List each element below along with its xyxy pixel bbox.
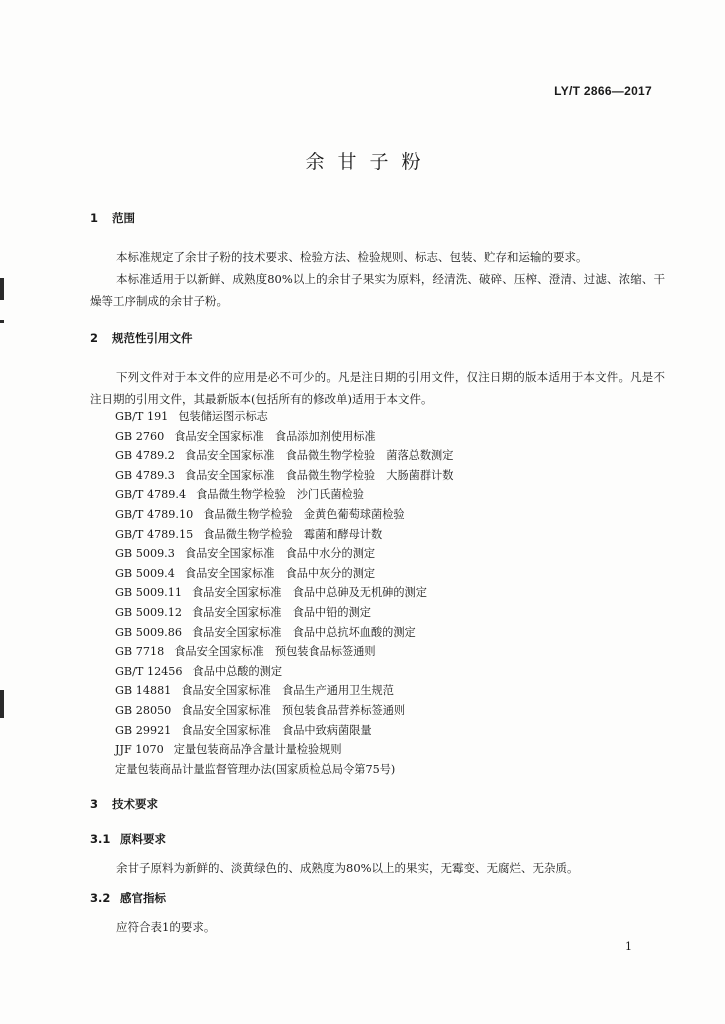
reference-item: GB 5009.12 食品安全国家标准 食品中铅的测定 bbox=[115, 605, 371, 619]
raw-material-text: 余甘子原料为新鲜的、淡黄绿色的、成熟度为80%以上的果实，无霉变、无腐烂、无杂质。 bbox=[116, 861, 579, 875]
reference-item: GB 28050 食品安全国家标准 预包装食品营养标签通则 bbox=[115, 703, 406, 717]
page-number: 1 bbox=[625, 940, 632, 953]
standard-code: LY/T 2866—2017 bbox=[554, 84, 652, 98]
reference-item: GB 4789.2 食品安全国家标准 食品微生物学检验 菌落总数测定 bbox=[115, 449, 454, 463]
sensory-text: 应符合表1的要求。 bbox=[116, 920, 216, 934]
reference-item: GB/T 4789.10 食品微生物学检验 金黄色葡萄球菌检验 bbox=[115, 507, 405, 521]
reference-item: GB/T 12456 食品中总酸的测定 bbox=[115, 664, 283, 678]
section-title: 技术要求 bbox=[112, 797, 159, 811]
reference-item: GB/T 4789.4 食品微生物学检验 沙门氏菌检验 bbox=[115, 488, 364, 502]
scan-edge-mark bbox=[0, 690, 4, 718]
reference-item: GB 14881 食品安全国家标准 食品生产通用卫生规范 bbox=[115, 684, 394, 698]
section-title: 原料要求 bbox=[120, 832, 167, 846]
references-intro: 下列文件对于本文件的应用是必不可少的。凡是注日期的引用文件，仅注日期的版本适用于本文件。凡是不注日期的引用文件，其最新版本(包括所有的修改单)适用于本文件。 bbox=[90, 370, 665, 406]
reference-item: GB/T 191 包装储运图示标志 bbox=[115, 410, 268, 423]
scope-paragraph-1: 本标准规定了余甘子粉的技术要求、检验方法、检验规则、标志、包装、贮存和运输的要求。 bbox=[116, 250, 588, 264]
reference-item: GB 29921 食品安全国家标准 食品中致病菌限量 bbox=[115, 723, 372, 737]
section-number: 3.2 bbox=[90, 891, 111, 905]
scan-edge-mark bbox=[0, 278, 4, 300]
section-title: 规范性引用文件 bbox=[112, 331, 193, 345]
reference-item: GB 5009.4 食品安全国家标准 食品中灰分的测定 bbox=[115, 566, 376, 580]
reference-item: GB 7718 食品安全国家标准 预包装食品标签通则 bbox=[115, 645, 376, 659]
section-3-2-heading bbox=[90, 890, 166, 906]
reference-item: GB/T 4789.15 食品微生物学检验 霉菌和酵母计数 bbox=[115, 527, 383, 541]
section-1-heading bbox=[90, 210, 135, 226]
reference-item: GB 2760 食品安全国家标准 食品添加剂使用标准 bbox=[115, 429, 376, 443]
section-2-heading bbox=[90, 330, 193, 346]
reference-item: JJF 1070 定量包装商品净含量计量检验规则 bbox=[115, 743, 342, 757]
document-title: 余甘子粉 bbox=[305, 151, 434, 173]
section-3-heading bbox=[90, 796, 158, 812]
section-3-1-heading bbox=[90, 831, 166, 847]
section-number: 2 bbox=[90, 331, 99, 345]
section-number: 3 bbox=[90, 797, 99, 811]
scan-edge-mark bbox=[0, 320, 4, 323]
section-number: 3.1 bbox=[90, 832, 111, 846]
reference-list bbox=[115, 407, 453, 779]
section-number: 1 bbox=[90, 211, 99, 225]
scope-paragraph-2: 本标准适用于以新鲜、成熟度80%以上的余甘子果实为原料，经清洗、破碎、压榨、澄清、过滤、浓缩、干燥等工序制成的余甘子粉。 bbox=[90, 272, 665, 308]
reference-item: GB 4789.3 食品安全国家标准 食品微生物学检验 大肠菌群计数 bbox=[115, 468, 454, 482]
reference-item: GB 5009.11 食品安全国家标准 食品中总砷及无机砷的测定 bbox=[115, 586, 427, 600]
reference-item: 定量包装商品计量监督管理办法(国家质检总局令第75号) bbox=[115, 762, 396, 776]
reference-item: GB 5009.86 食品安全国家标准 食品中总抗坏血酸的测定 bbox=[115, 625, 416, 639]
reference-item: GB 5009.3 食品安全国家标准 食品中水分的测定 bbox=[115, 547, 376, 561]
section-title: 范围 bbox=[112, 211, 136, 225]
section-title: 感官指标 bbox=[120, 891, 167, 905]
